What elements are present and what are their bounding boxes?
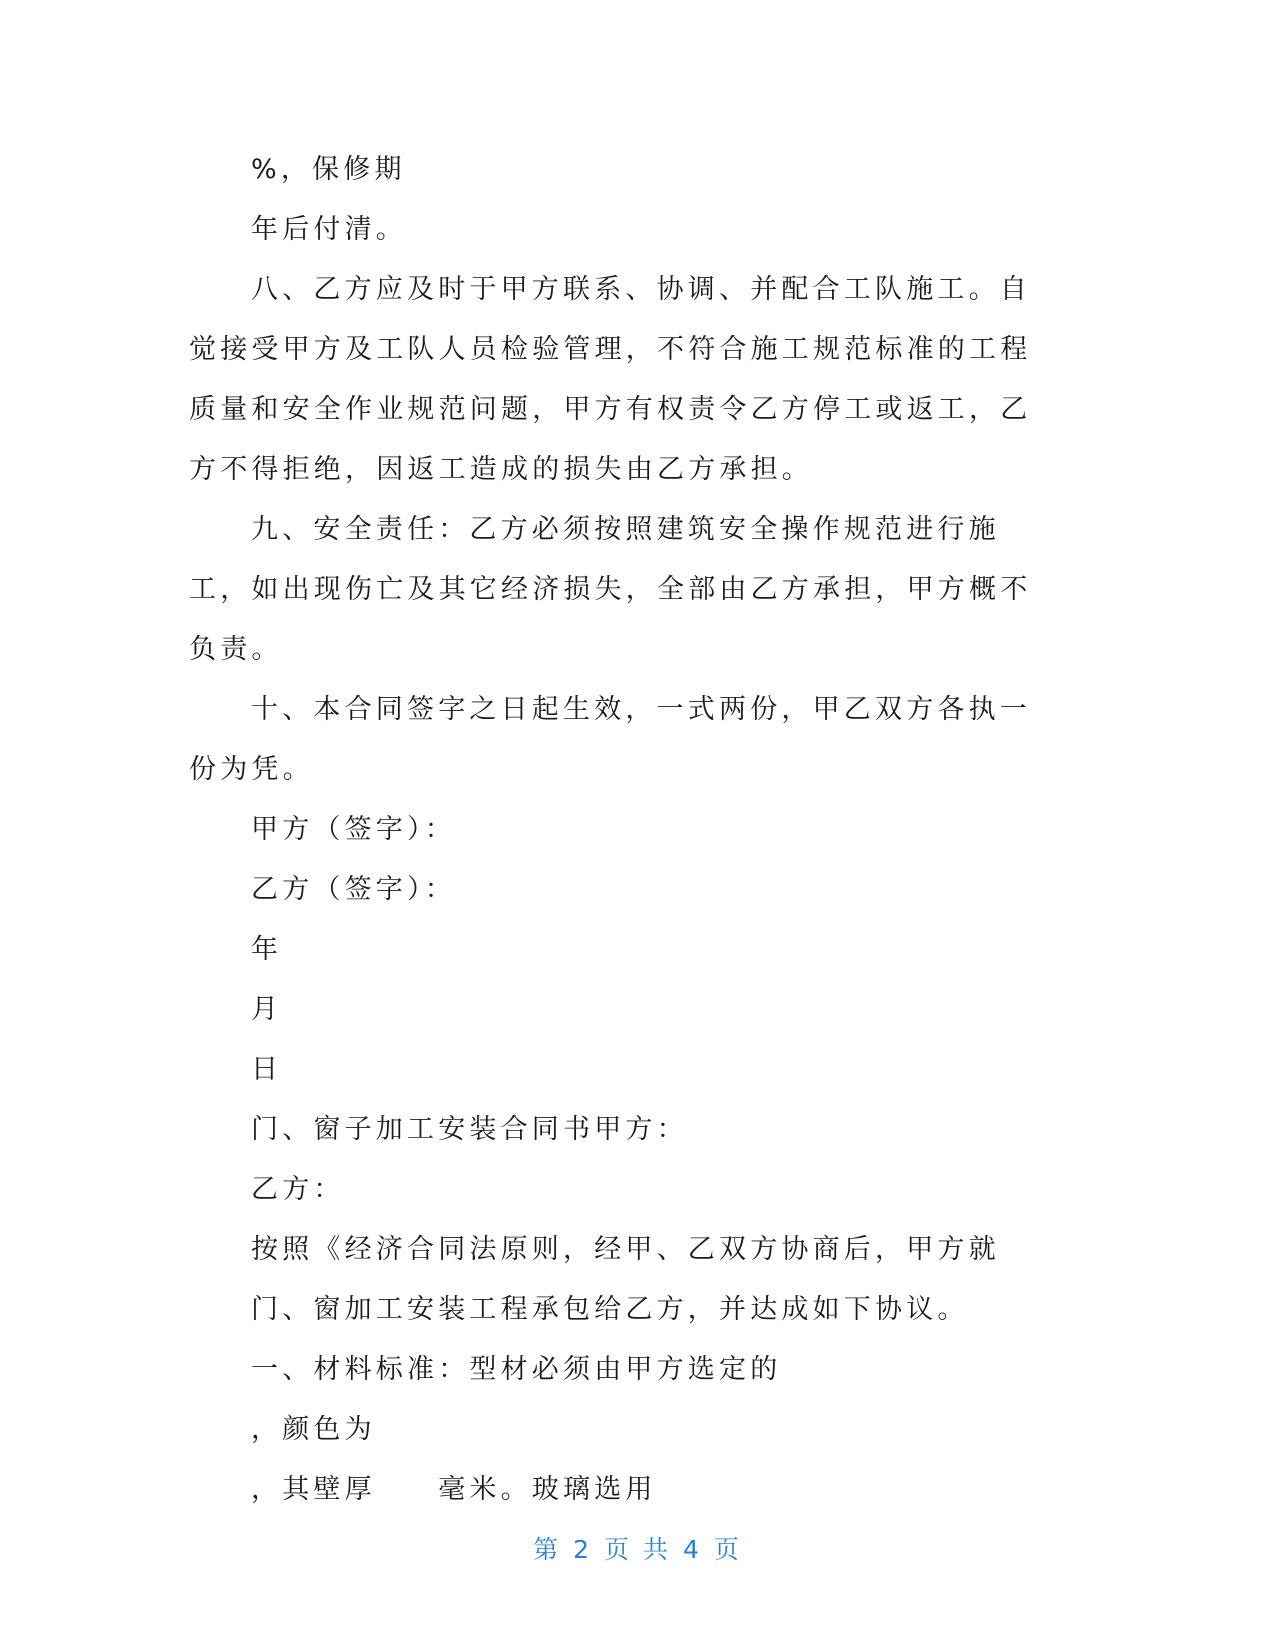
date-day: 日 — [251, 1054, 283, 1085]
document-body — [189, 140, 1059, 1520]
page-footer — [0, 1530, 1275, 1566]
footer-total-pages: 4 — [682, 1535, 702, 1564]
paragraph-clause-9: 九、安全责任：乙方必须按照建筑安全操作规范进行施工，如出现伤亡及其它经济损失，全部由乙方承担，甲方概不负责。 — [189, 514, 1032, 665]
party-b-label: 乙方： — [251, 1174, 345, 1205]
paragraph-wall-thickness: ，其壁厚 毫米。玻璃选用 — [251, 1474, 657, 1505]
footer-middle: 页 共 — [604, 1535, 671, 1564]
paragraph-clause-10: 十、本合同签字之日起生效，一式两份，甲乙双方各执一份为凭。 — [189, 694, 1031, 785]
footer-prefix: 第 — [533, 1535, 562, 1564]
paragraph-clause-8: 八、乙方应及时于甲方联系、协调、并配合工队施工。自觉接受甲方及工队人员检验管理，不符合施工规范标准的工程质量和安全作业规范问题，甲方有权责令乙方停工或返工，乙方不得拒绝，因返工造成的损失由乙方承担。 — [189, 274, 1032, 485]
signature-party-b: 乙方（签字）： — [251, 874, 456, 905]
paragraph-intro: 按照《经济合同法原则，经甲、乙双方协商后，甲方就 — [251, 1234, 1000, 1265]
paragraph-intro-cont: 门、窗加工安装工程承包给乙方，并达成如下协议。 — [251, 1294, 969, 1325]
paragraph-warranty-percent: %，保修期 — [251, 154, 406, 185]
signature-party-a: 甲方（签字）： — [251, 814, 456, 845]
paragraph-material-standard: 一、材料标准：型材必须由甲方选定的 — [251, 1354, 782, 1385]
contract-title: 门、窗子加工安装合同书甲方： — [251, 1114, 688, 1145]
paragraph-color: ，颜色为 — [251, 1414, 376, 1445]
footer-suffix: 页 — [713, 1535, 742, 1564]
paragraph-payment: 年后付清。 — [251, 214, 407, 245]
date-month: 月 — [251, 994, 283, 1025]
footer-current-page: 2 — [573, 1535, 593, 1564]
date-year: 年 — [251, 934, 283, 965]
